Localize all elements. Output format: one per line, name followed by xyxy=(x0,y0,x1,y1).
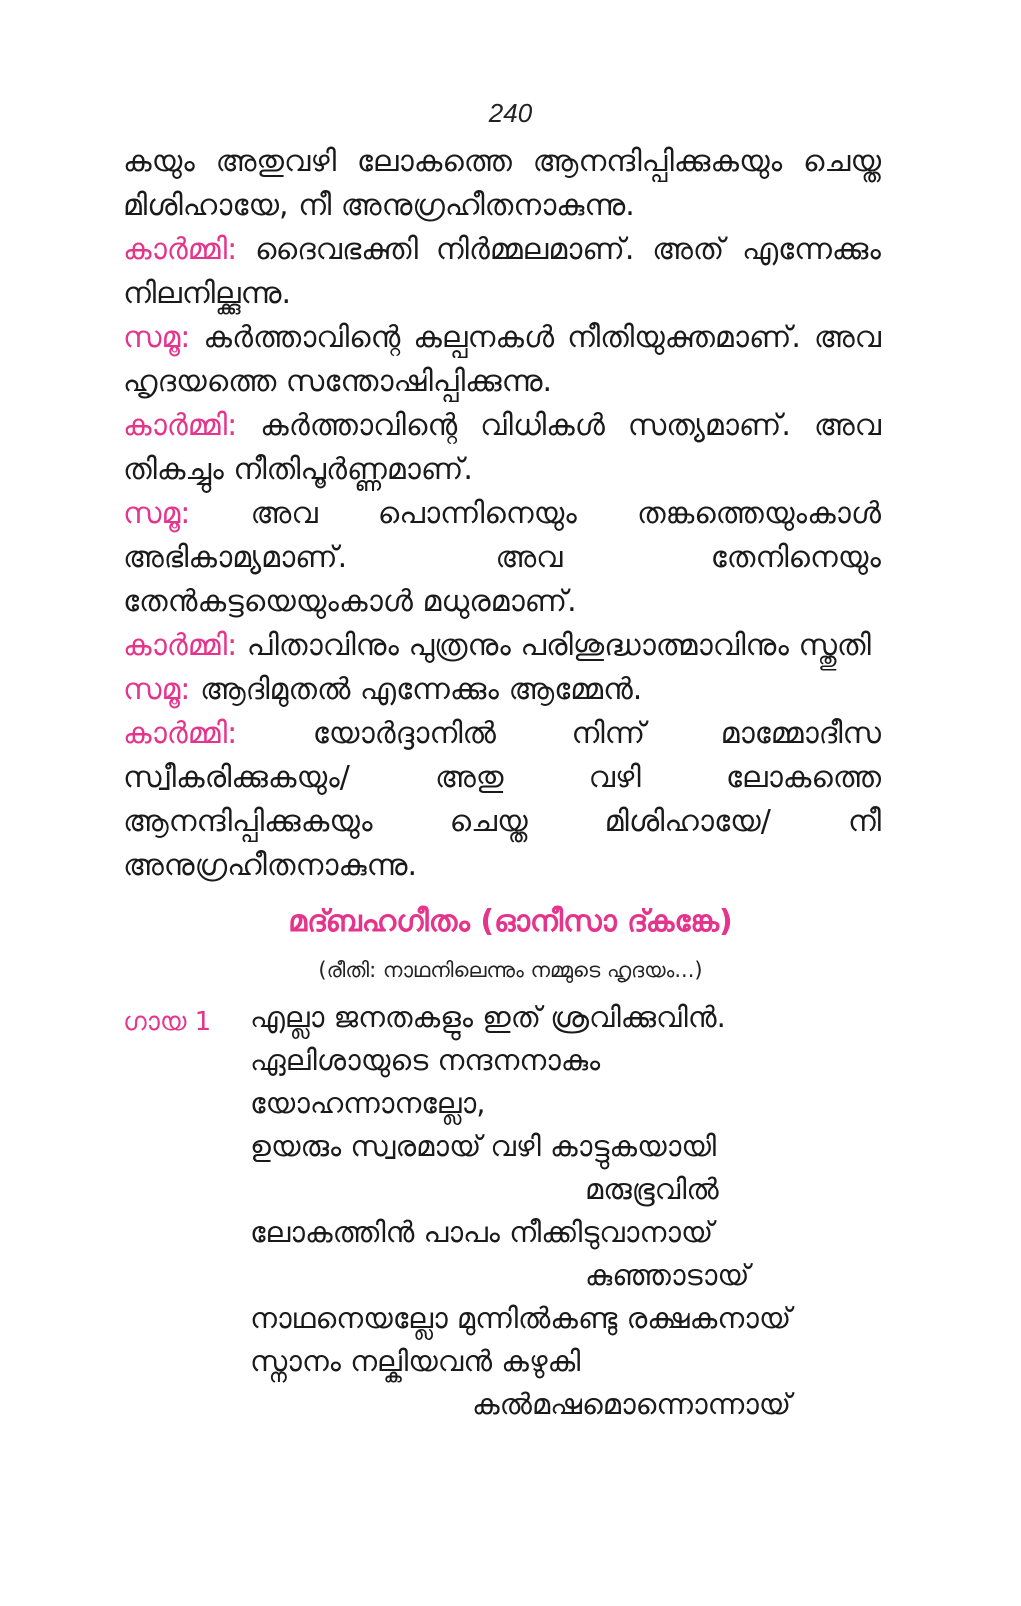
paragraph-celebrant xyxy=(123,624,881,668)
speaker-label: സമൂ: xyxy=(123,496,191,531)
verse-line: ഉയരും സ്വരമായ് വഴി കാട്ടുകയായി xyxy=(250,1129,717,1163)
paragraph-text: ദൈവഭക്തി നിര്‍മ്മലമാണ്. അത് എന്നേക്കും നിലനില്ക്കുന്നു. xyxy=(123,232,881,311)
speaker-label: കാര്‍മ്മി: xyxy=(123,716,238,751)
verse-line-continuation: മരുഭൂവില്‍ xyxy=(585,1172,719,1206)
hymn-title: മദ്ബഹഗീതം (ഓനീസാ ദ്കങ്കേ) xyxy=(288,904,733,939)
verse-line: ലോകത്തിന്‍ പാപം നീക്കിടുവാനായ് xyxy=(250,1215,714,1249)
paragraph-celebrant xyxy=(123,228,881,316)
verse-line-continuation: കല്‍മഷമൊന്നൊന്നായ് xyxy=(472,1387,792,1421)
paragraph-text: കയും അതുവഴി ലോകത്തെ ആനന്ദിപ്പിക്കുകയും ചെയ്ത മിശിഹായേ, നീ അനുഗ്രഹീതനാകുന്നു. xyxy=(123,144,881,223)
verse-line-continuation: കുഞ്ഞാടായ് xyxy=(585,1258,750,1292)
hymn-tune: (രീതി: നാഥനിലെന്നും നമ്മുടെ ഹൃദയം...) xyxy=(318,958,703,982)
paragraph-continuation xyxy=(123,140,881,228)
paragraph-celebrant xyxy=(123,404,881,492)
speaker-label: കാര്‍മ്മി: xyxy=(123,232,238,267)
paragraph-community xyxy=(123,492,881,624)
verse-line: എല്ലാ ജനതകളും ഇത് ശ്രവിക്കുവിന്‍. xyxy=(250,1000,726,1034)
speaker-label: സമൂ: xyxy=(123,320,191,355)
paragraph-community xyxy=(123,316,881,404)
speaker-label: കാര്‍മ്മി: xyxy=(123,628,238,663)
paragraph-community xyxy=(123,668,881,712)
verse-line: സ്നാനം നല്കിയവന്‍ കഴുകി xyxy=(250,1344,581,1378)
verse-line: നാഥനെയല്ലോ മുന്നില്‍കണ്ടു രക്ഷകനായ് xyxy=(250,1301,792,1335)
paragraph-text: കര്‍ത്താവിന്റെ വിധികള്‍ സത്യമാണ്. അവ തികച്ചും നീതിപൂര്‍ണ്ണമാണ്. xyxy=(123,408,881,487)
speaker-label: കാര്‍മ്മി: xyxy=(123,408,238,443)
paragraph-celebrant xyxy=(123,712,881,888)
verse-label: ഗായ 1 xyxy=(123,1007,212,1037)
verse-line: ഏലിശായുടെ നന്ദനനാകും xyxy=(250,1043,601,1077)
hymn-verse xyxy=(250,996,890,1426)
paragraph-text: കര്‍ത്താവിന്റെ കല്പനകള്‍ നീതിയുക്തമാണ്. അവ ഹൃദയത്തെ സന്തോഷിപ്പിക്കുന്നു. xyxy=(123,320,881,399)
liturgy-text xyxy=(123,140,881,888)
verse-line: യോഹന്നാനല്ലോ, xyxy=(250,1086,486,1120)
page-number: 240 xyxy=(488,98,533,128)
paragraph-text: യോര്‍ദ്ദാനില്‍ നിന്ന് മാമ്മോദീസ സ്വീകരിക്കുകയും/ അതു വഴി ലോകത്തെ ആനന്ദിപ്പിക്കുകയും ചെയ്ത മിശിഹായേ/ നീ അനുഗ്രഹീതനാകുന്നു. xyxy=(123,716,881,883)
speaker-label: സമൂ: xyxy=(123,672,191,707)
paragraph-text: പിതാവിനും പുത്രനും പരിശുദ്ധാത്മാവിനും സ്തുതി xyxy=(246,628,871,663)
paragraph-text: ആദിമുതല്‍ എന്നേക്കും ആമ്മേന്‍. xyxy=(199,672,643,707)
paragraph-text: അവ പൊന്നിനെയും തങ്കത്തെയുംകാള്‍ അഭികാമ്യമാണ്. അവ തേനിനെയും തേന്‍കട്ടയെയുംകാള്‍ മധുരമാണ്. xyxy=(123,496,881,619)
